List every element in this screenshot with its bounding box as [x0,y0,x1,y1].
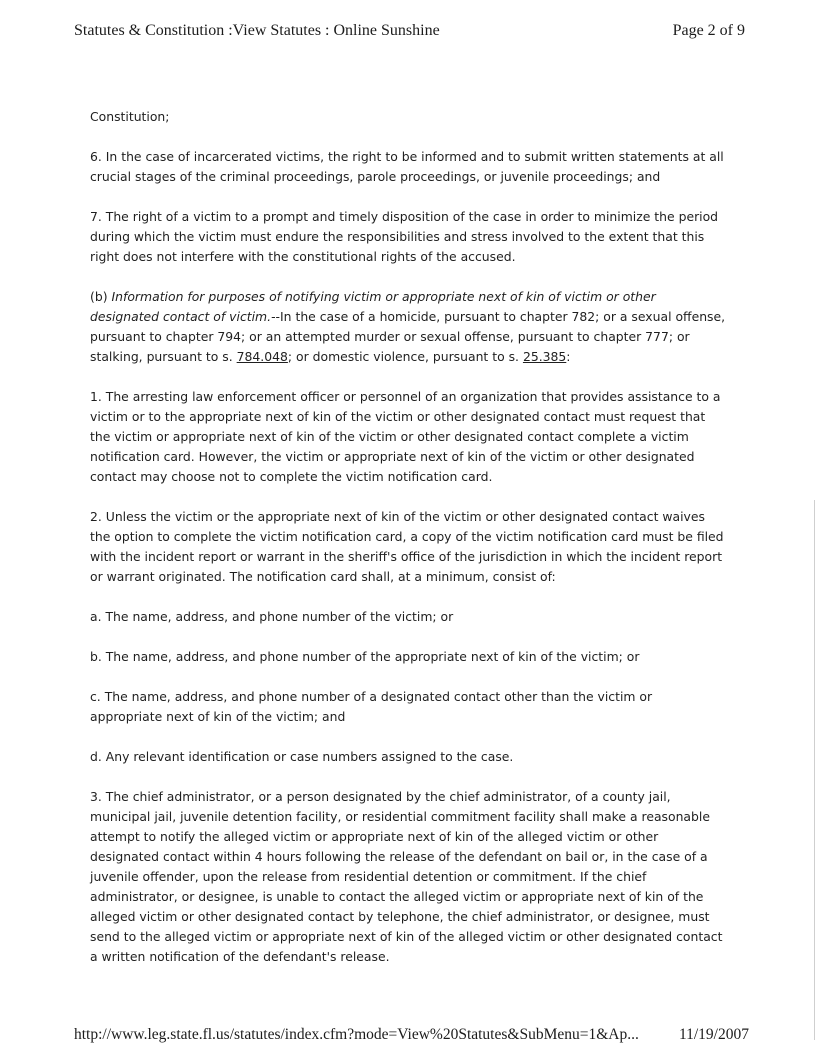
subsection-heading: Information for purposes of notifying victim or appropriate next of kin of victim or other designated contact of victim. [90,289,656,324]
subsection-text-mid: ; or domestic violence, pursuant to s. [287,349,523,364]
paragraph-item-6: 6. In the case of incarcerated victims, the right to be informed and to submit written statements at all crucial stages of the criminal proceedings, parole proceedings, or juvenile proceedings; and [90,149,724,184]
footer-date: 11/19/2007 [678,1026,749,1043]
paragraph-a: a. The name, address, and phone number of the victim; or [90,609,454,624]
paragraph-d: d. Any relevant identification or case numbers assigned to the case. [90,749,514,764]
paragraph-bb: b. The name, address, and phone number of the appropriate next of kin of the victim; or [90,649,640,664]
page-footer [74,1026,749,1046]
subsection-text: --In the case of a homicide, pursuant to chapter 782; or a sexual offense, pursuant to chapter 794; or an attempted murder or sexual offense, pursuant to chapter 777; or stalking, pursuant to s. [90,309,726,364]
paragraph-item-7: 7. The right of a victim to a prompt and timely disposition of the case in order to minimize the period during which the victim must endure the responsibilities and stress involved to the extent that this right does not interfere with the constitutional rights of the accused. [90,209,719,264]
statute-link-25-385[interactable]: 25.385 [522,349,567,364]
paragraph-constitution: Constitution; [90,109,170,124]
scan-edge-line [814,500,815,1040]
subsection-label: (b) [90,289,112,304]
statute-text [90,107,727,987]
statute-link-784-048[interactable]: 784.048 [236,349,288,364]
page-header [74,18,745,46]
paragraph-c: c. The name, address, and phone number of a designated contact other than the victim or appropriate next of kin of the victim; and [90,689,653,724]
paragraph-b [90,287,727,367]
subsection-text-end: : [566,349,571,364]
paragraph-b1: 1. The arresting law enforcement officer or personnel of an organization that provides assistance to a victim or to the appropriate next of kin of the victim or other designated contact must request that the victim or appropriate next of kin of the victim or other designated contact complete a victim notification card. However, the victim or appropriate next of kin of the victim or other designated contact may choose not to complete the victim notification card. [90,389,721,484]
paragraph-b2: 2. Unless the victim or the appropriate next of kin of the victim or other designated contact waives the option to complete the victim notification card, a copy of the victim notification card must be filed with the incident report or warrant in the sheriff's office of the jurisdiction in which the incident report or warrant originated. The notification card shall, at a minimum, consist of: [90,509,724,584]
page-title: Statutes & Constitution :View Statutes : Online Sunshine [74,22,440,39]
paragraph-b3: 3. The chief administrator, or a person designated by the chief administrator, of a county jail, municipal jail, juvenile detention facility, or residential commitment facility shall make a reasonable attempt to notify the alleged victim or appropriate next of kin of the alleged victim or other designated contact within 4 hours following the release of the defendant on bail or, in the case of a juvenile offender, upon the release from residential detention or commitment. If the chief administrator, or designee, is unable to contact the alleged victim or appropriate next of kin of the alleged victim or other designated contact by telephone, the chief administrator, or designee, must send to the alleged victim or appropriate next of kin of the alleged victim or other designated contact a written notification of the defendant's release. [90,789,723,964]
page-number: Page 2 of 9 [672,22,745,39]
footer-url: http://www.leg.state.fl.us/statutes/index.cfm?mode=View%20Statutes&SubMenu=1&Ap... [74,1026,639,1043]
